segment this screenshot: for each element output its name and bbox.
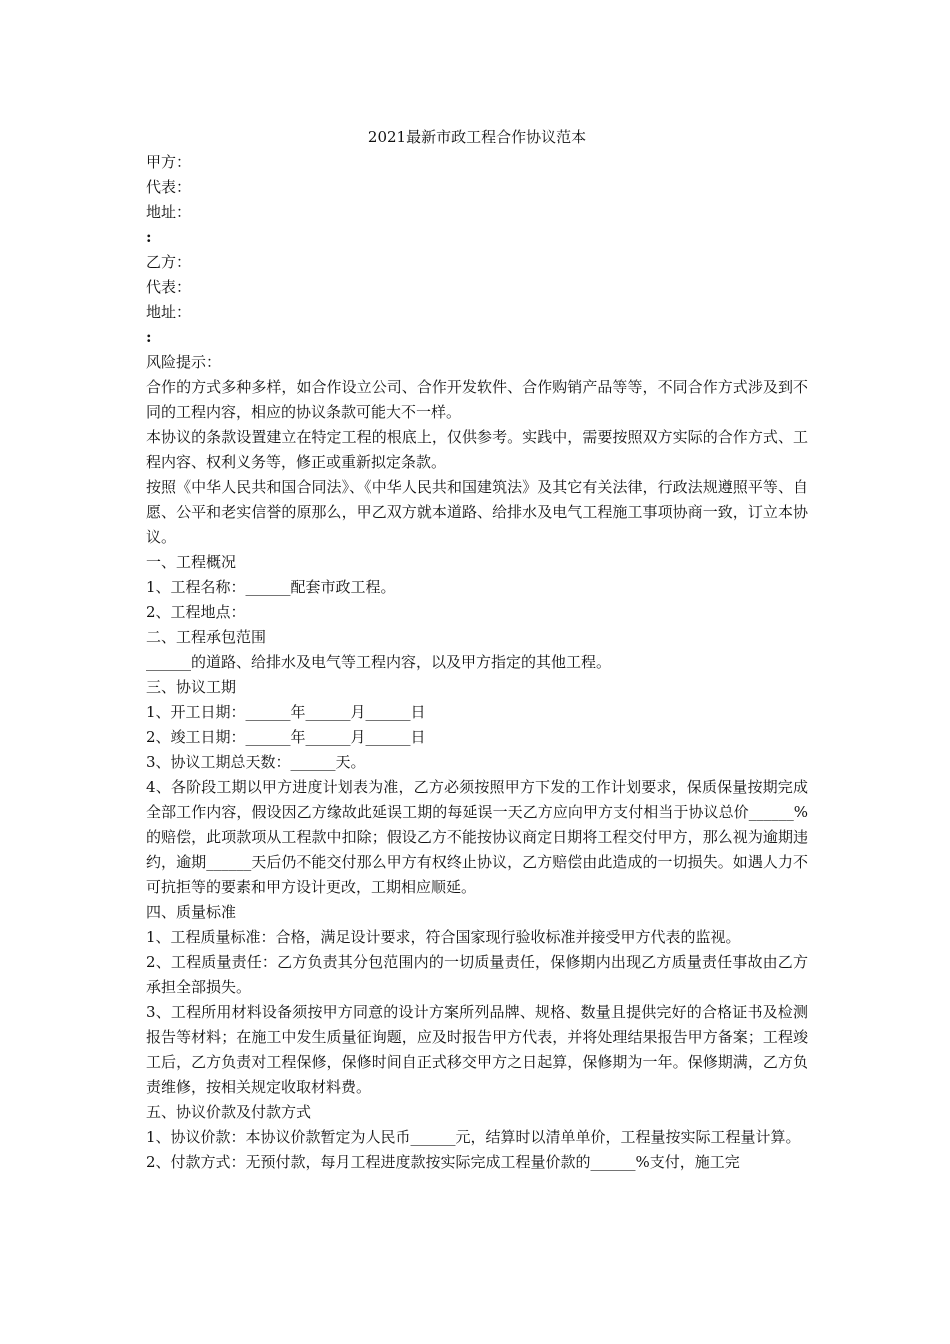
section-heading-1: 一、工程概况 xyxy=(146,553,237,571)
party-a-address: 地址： xyxy=(146,203,192,221)
document-page xyxy=(146,126,808,1175)
party-b-address: 地址： xyxy=(146,303,192,321)
party-a-representative: 代表： xyxy=(146,178,192,196)
section-heading-3: 三、协议工期 xyxy=(146,678,237,696)
section-heading-4: 四、质量标准 xyxy=(146,903,237,921)
risk-paragraph-1: 合作的方式多种多样，如合作设立公司、合作开发软件、合作购销产品等等，不同合作方式涉及到不同的工程内容，相应的协议条款可能大不一样。 xyxy=(146,378,808,421)
risk-heading: 风险提示： xyxy=(146,353,222,371)
preamble-paragraph: 按照《中华人民共和国合同法》、《中华人民共和国建筑法》及其它有关法律，行政法规遵照平等、自愿、公平和老实信誉的原那么，甲乙双方就本道路、给排水及电气工程施工事项协商一致，订立本协议。 xyxy=(146,478,808,546)
clause-1-2: 2、工程地点： xyxy=(146,603,246,621)
party-b-representative: 代表： xyxy=(146,278,192,296)
clause-4-1: 1、工程质量标准：合格，满足设计要求，符合国家现行验收标准并接受甲方代表的监视。 xyxy=(146,928,741,946)
party-a-extra: : xyxy=(146,228,152,246)
section-heading-2: 二、工程承包范围 xyxy=(146,628,267,646)
clause-4-3: 3、工程所用材料设备须按甲方同意的设计方案所列品牌、规格、数量且提供完好的合格证书及检测报告等材料；在施工中发生质量征询题，应及时报告甲方代表，并将处理结果报告甲方备案；工程竣工后，乙方负责对工程保修，保修时间自正式移交甲方之日起算，保修期为一年。保修期满，乙方负责维修，按相关规定收取材料费。 xyxy=(146,1003,808,1096)
clause-3-4: 4、各阶段工期以甲方进度计划表为准，乙方必须按照甲方下发的工作计划要求，保质保量按期完成全部工作内容，假设因乙方缘故此延误工期的每延误一天乙方应向甲方支付相当于协议总价______%的赔偿，此项款项从工程款中扣除；假设乙方不能按协议商定日期将工程交付甲方，那么视为逾期违约，逾期______天后仍不能交付那么甲方有权终止协议，乙方赔偿由此造成的一切损失。如遇人力不可抗拒等的要素和甲方设计更改，工期相应顺延。 xyxy=(146,778,808,896)
clause-4-2: 2、工程质量责任：乙方负责其分包范围内的一切质量责任，保修期内出现乙方质量责任事故由乙方承担全部损失。 xyxy=(146,953,808,996)
clause-1-1: 1、工程名称：______配套市政工程。 xyxy=(146,578,396,596)
clause-3-2: 2、竣工日期：______年______月______日 xyxy=(146,728,426,746)
clause-5-1: 1、协议价款：本协议价款暂定为人民币______元，结算时以清单单价，工程量按实际工程量计算。 xyxy=(146,1128,801,1146)
document-title: 2021最新市政工程合作协议范本 xyxy=(367,128,587,146)
party-b-label: 乙方： xyxy=(146,253,192,271)
clause-2-1: ______的道路、给排水及电气等工程内容，以及甲方指定的其他工程。 xyxy=(146,653,612,671)
risk-paragraph-2: 本协议的条款设置建立在特定工程的根底上，仅供参考。实践中，需要按照双方实际的合作方式、工程内容、权利义务等，修正或重新拟定条款。 xyxy=(146,428,808,471)
clause-3-3: 3、协议工期总天数：______天。 xyxy=(146,753,366,771)
party-b-extra: : xyxy=(146,328,152,346)
clause-5-2: 2、付款方式：无预付款，每月工程进度款按实际完成工程量价款的______%支付，施工完 xyxy=(146,1153,740,1171)
clause-3-1: 1、开工日期：______年______月______日 xyxy=(146,703,426,721)
party-a-label: 甲方： xyxy=(146,153,192,171)
section-heading-5: 五、协议价款及付款方式 xyxy=(146,1103,312,1121)
